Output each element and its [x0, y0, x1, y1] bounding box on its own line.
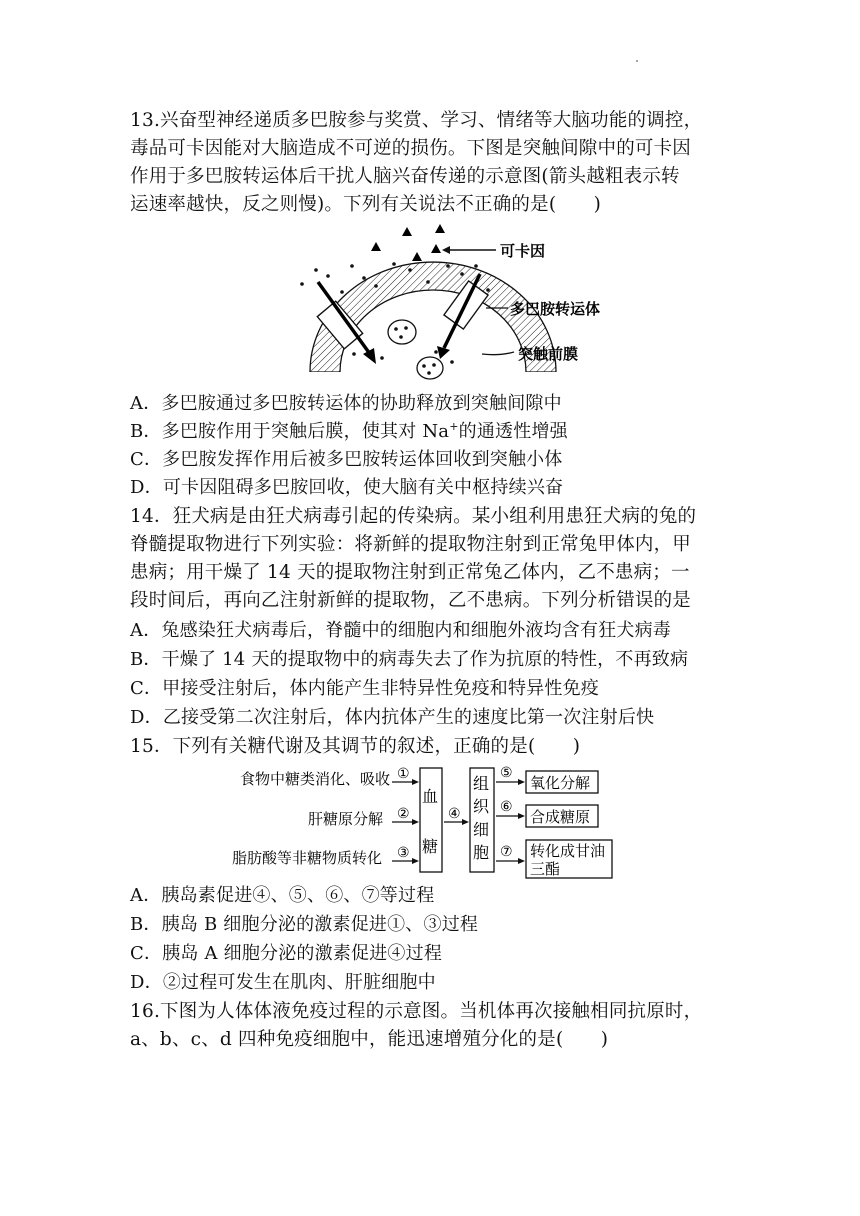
q14-stem-line-3: 患病；用干燥了 14 天的提取物注射到正常兔乙体内，乙不患病；一: [130, 562, 690, 583]
cocaine-molecules: [371, 224, 445, 261]
svg-text:血: 血: [422, 787, 439, 806]
svg-text:④: ④: [448, 806, 461, 822]
q15-option-d: D．②过程可发生在肌肉、肝脏细胞中: [130, 972, 436, 993]
q15-option-b: B．胰岛 B 细胞分泌的激素促进①、③过程: [130, 914, 479, 935]
svg-text:细: 细: [473, 820, 490, 839]
label-cocaine: 可卡因: [500, 242, 546, 260]
svg-text:②: ②: [397, 806, 410, 822]
synaptic-vesicle: [388, 320, 416, 344]
svg-text:①: ①: [397, 766, 410, 782]
svg-text:合成糖原: 合成糖原: [530, 808, 591, 826]
q14-option-d: D．乙接受第二次注射后，体内抗体产生的速度比第一次注射后快: [130, 707, 655, 728]
q16-stem-line-2: a、b、c、d 四种免疫细胞中，能迅速增殖分化的是( ): [130, 1029, 609, 1050]
synapse-diagram: [290, 222, 620, 388]
source-gluconeogenesis: 脂肪酸等非糖物质转化: [232, 849, 383, 867]
q15-option-c: C．胰岛 A 细胞分泌的激素促进④过程: [130, 943, 443, 964]
svg-text:织: 织: [473, 797, 490, 816]
synaptic-vesicle: [417, 357, 443, 379]
blood-sugar-flow-diagram: [228, 762, 618, 880]
label-dopamine-transporter: 多巴胺转运体: [510, 300, 601, 318]
scan-dot: [636, 60, 638, 62]
q13-option-c: C．多巴胺发挥作用后被多巴胺转运体回收到突触小体: [130, 449, 563, 470]
svg-text:氧化分解: 氧化分解: [530, 774, 591, 792]
svg-text:胞: 胞: [473, 843, 490, 862]
q15-stem: 15．下列有关糖代谢及其调节的叙述，正确的是( ): [130, 736, 581, 757]
q13-option-b: B．多巴胺作用于突触后膜，使其对 Na+的通透性增强: [130, 420, 568, 442]
q13-stem-line-2: 毒品可卡因能对大脑造成不可逆的损伤。下图是突触间隙中的可卡因: [130, 138, 692, 159]
q14-stem-line-2: 脊髓提取物进行下列实验：将新鲜的提取物注射到正常兔甲体内，甲: [130, 534, 692, 555]
svg-text:③: ③: [397, 845, 410, 861]
svg-text:组: 组: [473, 774, 490, 793]
q13-stem-line-4: 运速率越快，反之则慢)。下列有关说法不正确的是( ): [130, 194, 602, 215]
q14-option-b: B．干燥了 14 天的提取物中的病毒失去了作为抗原的特性，不再致病: [130, 649, 689, 670]
q13-stem-line-3: 作用于多巴胺转运体后干扰人脑兴奋传递的示意图(箭头越粗表示转: [130, 166, 680, 187]
svg-text:三酯: 三酯: [530, 860, 561, 878]
q14-option-a: A．兔感染狂犬病毒后，脊髓中的细胞内和细胞外液均含有狂犬病毒: [130, 620, 671, 641]
q16-stem-line-1: 16.下图为人体体液免疫过程的示意图。当机体再次接触相同抗原时，: [130, 1001, 703, 1022]
svg-text:⑤: ⑤: [500, 765, 513, 781]
svg-text:糖: 糖: [422, 837, 439, 856]
q13-stem-line-1: 13.兴奋型神经递质多巴胺参与奖赏、学习、情绪等大脑功能的调控，: [130, 110, 703, 131]
label-presynaptic-membrane: 突触前膜: [518, 345, 579, 363]
source-digestion: 食物中糖类消化、吸收: [240, 770, 391, 788]
q14-stem-line-1: 14．狂犬病是由狂犬病毒引起的传染病。某小组利用患狂犬病的兔的: [130, 506, 697, 527]
q14-stem-line-4: 段时间后，再向乙注射新鲜的提取物，乙不患病。下列分析错误的是: [130, 590, 692, 611]
svg-text:⑦: ⑦: [500, 844, 513, 860]
q14-option-c: C．甲接受注射后，体内能产生非特异性免疫和特异性免疫: [130, 678, 599, 699]
q13-option-a: A．多巴胺通过多巴胺转运体的协助释放到突触间隙中: [130, 393, 562, 414]
svg-text:转化成甘油: 转化成甘油: [530, 842, 606, 860]
source-glycogenolysis: 肝糖原分解: [308, 810, 384, 828]
q15-option-a: A．胰岛素促进④、⑤、⑥、⑦等过程: [130, 885, 435, 906]
blood-sugar-box: [420, 768, 442, 872]
svg-text:⑥: ⑥: [500, 799, 513, 815]
q13-option-d: D．可卡因阻碍多巴胺回收，使大脑有关中枢持续兴奋: [130, 477, 564, 498]
